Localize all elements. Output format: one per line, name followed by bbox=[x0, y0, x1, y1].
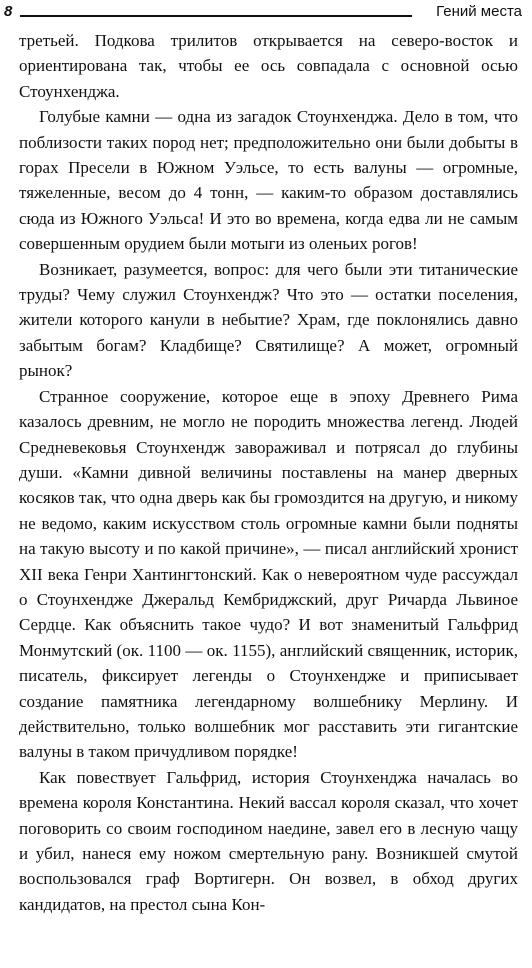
running-title: Гений места bbox=[436, 3, 522, 20]
page-header bbox=[0, 2, 532, 24]
paragraph-blue-stones: Голубые камни — одна из загадок Стоунхенджа. Дело в том, что поблизости таких пород нет; предположительно они были добыты в горах Пресели в Южном Уэльсе, то есть валуны — огромные, тяжеленные, весом до 4 тонн, — каким-то образом доставлялись сюда из Южного Уэльса! И это во времена, когда едва ли не самым совершенным орудием были мотыги из оленьих рогов! bbox=[19, 107, 518, 254]
body-text bbox=[19, 28, 518, 917]
paragraph-question: Возникает, разумеется, вопрос: для чего были эти титанические труды? Чему служил Стоунхендж? Что это — остатки поселения, жители которого канули в небытие? Храм, где поклонялись давно забытым богам? Кладбище? Святилище? А может, огромный рынок? bbox=[19, 259, 518, 381]
paragraph-continuation: третьей. Подкова трилитов открывается на северо-восток и ориентирована так, чтобы ее ось совпадала с основной осью Стоунхенджа. bbox=[19, 31, 518, 101]
paragraph-legends: Странное сооружение, которое еще в эпоху Древнего Рима казалось древним, не могло не породить множества легенд. Людей Средневековья Стоунхендж завораживал и потрясал до глубины души. «Камни дивной величины поставлены на манер дверных косяков так, что одна дверь как бы громоздится на другую, и никому не ведомо, каким искусством столь огромные камни были подняты на такую высоту и по какой причине», — писал английский хронист XII века Генри Хантингтонский. Как о невероятном чуде рассуждал о Стоунхендже Джеральд Кембриджский, друг Ричарда Львиное Сердце. Как объяснить такое чудо? И вот знаменитый Гальфрид Монмутский (ок. 1100 — ок. 1155), английский священник, историк, писатель, фиксирует легенды о Стоунхендже и приписывает создание памятника легендарному волшебнику Мерлину. И действительно, только волшебник мог расставить эти гигантские валуны в таком причудливом порядке! bbox=[19, 386, 518, 762]
paragraph-galfrid: Как повествует Гальфрид, история Стоунхенджа началась во времена короля Константина. Некий вассал короля сказал, что хочет поговорить со своим господином наедине, завел его в лесную чащу и убил, нанеся ему ножом смертельную рану. Возникшей смутой воспользовался граф Вортигерн. Он возвел, в обход других кандидатов, на престол сына Кон- bbox=[19, 767, 518, 914]
header-rule bbox=[20, 15, 412, 17]
page-number: 8 bbox=[4, 3, 13, 20]
